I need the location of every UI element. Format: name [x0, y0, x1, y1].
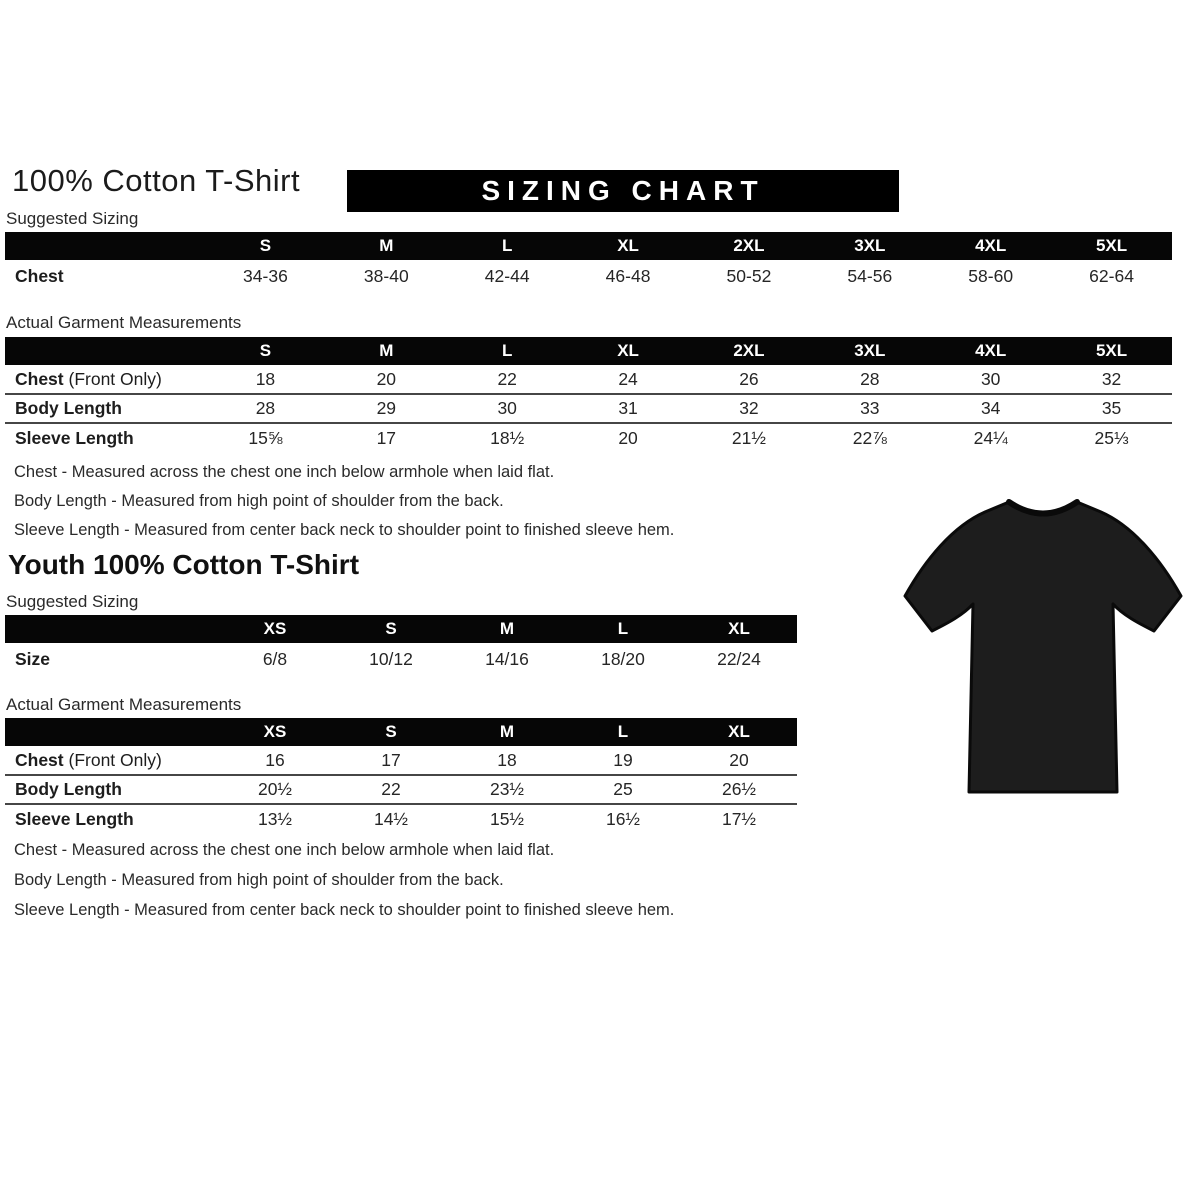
- size-column-header: XS: [217, 615, 333, 643]
- row-label: Chest: [15, 266, 64, 286]
- measurement-cell: 28: [205, 394, 326, 423]
- size-column-header: 4XL: [930, 337, 1051, 365]
- measurement-cell: 22⅞: [809, 423, 930, 452]
- measurement-cell: 6/8: [262, 649, 288, 669]
- measurement-cell: 24¼: [930, 423, 1051, 452]
- note-body-length: Body Length - Measured from high point of shoulder from the back.: [14, 492, 504, 510]
- size-column-header: M: [326, 337, 447, 365]
- measurement-cell: 20: [376, 368, 397, 389]
- size-column-header: S: [205, 337, 326, 365]
- size-column-header: L: [565, 718, 681, 746]
- black-tshirt-image: [893, 476, 1193, 808]
- measurement-cell: 15½: [449, 804, 565, 833]
- youth-measurement-notes: [14, 841, 674, 931]
- size-column-header: XL: [681, 718, 797, 746]
- size-column-header: L: [447, 232, 568, 260]
- sizing-chart-banner-label: SIZING CHART: [481, 175, 765, 206]
- table-corner-cell: [5, 232, 205, 260]
- row-label: Chest (Front Only): [15, 368, 162, 389]
- measurement-cell: 18½: [447, 423, 568, 452]
- measurement-cell: 32: [1101, 368, 1122, 389]
- note-chest: Chest - Measured across the chest one inch below armhole when laid flat.: [14, 463, 555, 481]
- size-column-header: S: [333, 718, 449, 746]
- measurement-cell: 10/12: [369, 649, 413, 669]
- measurement-cell: 29: [326, 394, 447, 423]
- measurement-cell: 30: [980, 368, 1001, 389]
- measurement-cell: 16½: [565, 804, 681, 833]
- measurement-cell: 33: [809, 394, 930, 423]
- table-row: [5, 643, 797, 676]
- measurement-cell: 18/20: [601, 649, 645, 669]
- size-column-header: 4XL: [930, 232, 1051, 260]
- measurement-cell: 28: [860, 368, 880, 389]
- measurement-cell: 26½: [681, 775, 797, 804]
- measurement-cell: 18: [255, 368, 276, 389]
- adult-actual-measurements-table: [5, 337, 1172, 452]
- measurement-cell: 22: [497, 368, 517, 389]
- measurement-cell: 20: [568, 423, 689, 452]
- row-label: Sleeve Length: [5, 423, 205, 452]
- youth-section-title: Youth 100% Cotton T-Shirt: [8, 549, 360, 580]
- size-column-header: L: [447, 337, 568, 365]
- measurement-cell: 17: [326, 423, 447, 452]
- measurement-cell: 35: [1051, 394, 1172, 423]
- measurement-cell: 21½: [689, 423, 810, 452]
- table-corner-cell: [5, 337, 205, 365]
- measurement-cell: 42-44: [484, 266, 530, 286]
- measurement-cell: 20½: [217, 775, 333, 804]
- measurement-cell: 14/16: [485, 649, 529, 669]
- size-column-header: M: [326, 232, 447, 260]
- measurement-cell: 24: [618, 368, 638, 389]
- sizing-chart-banner: [347, 170, 899, 212]
- note-sleeve-length: Sleeve Length - Measured from center back neck to shoulder point to finished sleeve hem.: [14, 521, 675, 539]
- measurement-cell: 25: [565, 775, 681, 804]
- tshirt-icon: [893, 476, 1193, 808]
- size-column-header: XL: [681, 615, 797, 643]
- size-column-header: S: [333, 615, 449, 643]
- measurement-cell: 62-64: [1089, 266, 1134, 286]
- table-corner-cell: [5, 615, 217, 643]
- measurement-cell: 17½: [681, 804, 797, 833]
- size-column-header: 2XL: [689, 232, 810, 260]
- adult-suggested-sizing-label: Suggested Sizing: [6, 209, 139, 228]
- row-label: Size: [15, 649, 51, 669]
- note-chest: Chest - Measured across the chest one inch below armhole when laid flat.: [14, 841, 555, 859]
- table-corner-cell: [5, 718, 217, 746]
- size-column-header: L: [565, 615, 681, 643]
- size-column-header: XL: [568, 232, 689, 260]
- table-row: [5, 746, 797, 775]
- size-column-header: 5XL: [1051, 232, 1172, 260]
- row-label: Body Length: [5, 775, 217, 804]
- measurement-cell: 22: [333, 775, 449, 804]
- note-body-length: Body Length - Measured from high point of shoulder from the back.: [14, 871, 504, 889]
- measurement-cell: 25⅓: [1051, 423, 1172, 452]
- row-label: Chest (Front Only): [15, 749, 162, 770]
- size-column-header: M: [449, 718, 565, 746]
- youth-actual-measurements-table: [5, 718, 797, 833]
- size-column-header: XS: [217, 718, 333, 746]
- measurement-cell: 23½: [449, 775, 565, 804]
- row-label: Body Length: [5, 394, 205, 423]
- row-label: Sleeve Length: [5, 804, 217, 833]
- size-column-header: 2XL: [689, 337, 810, 365]
- measurement-cell: 34: [930, 394, 1051, 423]
- measurement-cell: 22/24: [717, 649, 761, 669]
- measurement-cell: 19: [613, 749, 633, 770]
- measurement-cell: 50-52: [726, 266, 772, 286]
- table-row: [5, 365, 1172, 394]
- measurement-cell: 38-40: [363, 266, 409, 286]
- measurement-cell: 46-48: [605, 266, 651, 286]
- measurement-cell: 32: [689, 394, 810, 423]
- adult-measurement-notes: [14, 463, 674, 550]
- measurement-cell: 14½: [333, 804, 449, 833]
- table-row: [5, 260, 1172, 293]
- table-row: [5, 775, 797, 804]
- table-row: [5, 804, 797, 833]
- size-column-header: 3XL: [809, 232, 930, 260]
- note-sleeve-length: Sleeve Length - Measured from center back neck to shoulder point to finished sleeve hem.: [14, 901, 675, 919]
- size-column-header: S: [205, 232, 326, 260]
- youth-suggested-sizing-table: [5, 615, 797, 676]
- youth-suggested-sizing-label: Suggested Sizing: [6, 592, 139, 611]
- size-column-header: M: [449, 615, 565, 643]
- table-row: [5, 423, 1172, 452]
- measurement-cell: 17: [381, 749, 401, 770]
- size-column-header: 5XL: [1051, 337, 1172, 365]
- measurement-cell: 13½: [217, 804, 333, 833]
- size-column-header: XL: [568, 337, 689, 365]
- measurement-cell: 20: [729, 749, 749, 770]
- measurement-cell: 30: [447, 394, 568, 423]
- table-row: [5, 394, 1172, 423]
- size-column-header: 3XL: [809, 337, 930, 365]
- measurement-cell: 34-36: [243, 266, 288, 286]
- adult-section-title: 100% Cotton T-Shirt: [12, 163, 301, 198]
- measurement-cell: 31: [568, 394, 689, 423]
- measurement-cell: 18: [497, 749, 517, 770]
- measurement-cell: 16: [265, 749, 285, 770]
- measurement-cell: 54-56: [847, 266, 893, 286]
- measurement-cell: 58-60: [968, 266, 1014, 286]
- measurement-cell: 15⅝: [205, 423, 326, 452]
- adult-actual-measurements-label: Actual Garment Measurements: [6, 313, 242, 332]
- measurement-cell: 26: [739, 368, 759, 389]
- adult-suggested-sizing-table: [5, 232, 1172, 293]
- youth-actual-measurements-label: Actual Garment Measurements: [6, 695, 242, 714]
